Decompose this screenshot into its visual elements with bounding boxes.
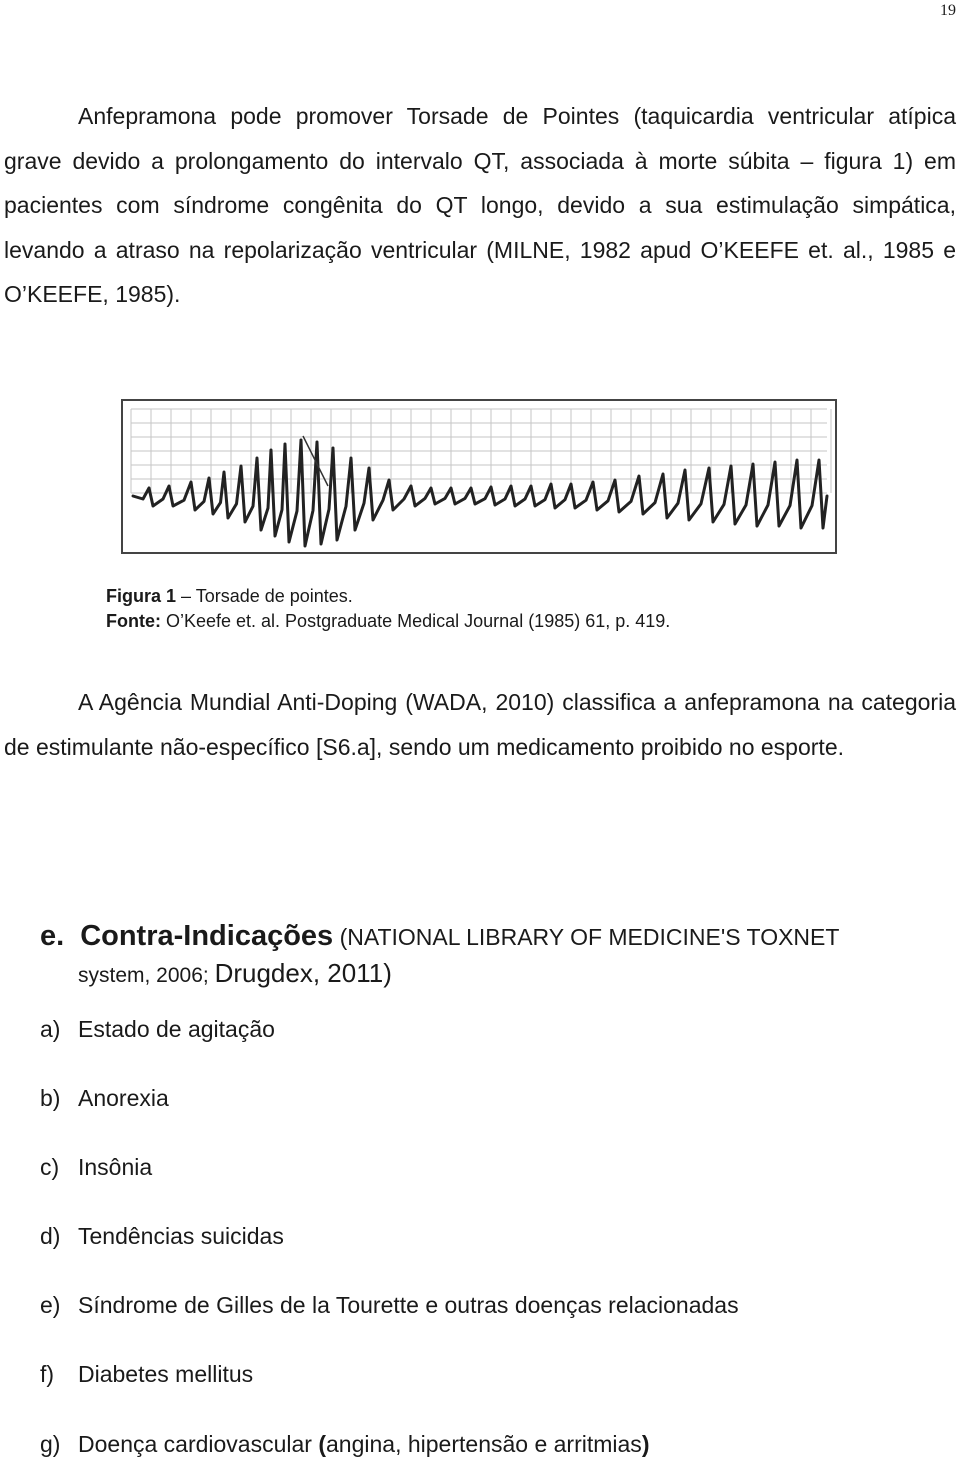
list-text: Estado de agitação	[78, 1016, 275, 1042]
paragraph-torsade: Anfepramona pode promover Torsade de Pointes (taquicardia ventricular atípica grave devido a prolongamento do intervalo QT, associada à morte súbita – figura 1) em pacientes com síndrome congênita do QT longo, devido a sua estimulação simpática, levando a atraso na repolarização ventricular (MILNE, 1982 apud O’KEEFE et. al., 1985 e O’KEEFE, 1985).	[4, 103, 956, 307]
list-item	[40, 1429, 649, 1459]
list-text: Tendências suicidas	[78, 1223, 284, 1249]
ecg-trace-image	[123, 401, 835, 552]
figure-source-text: O’Keefe et. al. Postgraduate Medical Journal (1985) 61, p. 419.	[160, 611, 671, 631]
list-item	[40, 1359, 253, 1389]
list-marker: e)	[40, 1292, 61, 1318]
list-item	[40, 1221, 284, 1251]
list-marker: d)	[40, 1223, 61, 1249]
list-paren-close: )	[641, 1431, 650, 1457]
section-ref-part2: system, 2006;	[78, 964, 215, 987]
list-item	[40, 1014, 275, 1044]
section-ref-part1: (NATIONAL LIBRARY OF MEDICINE'S TOXNET	[333, 924, 840, 950]
list-marker: c)	[40, 1154, 60, 1180]
ecg-figure	[121, 399, 837, 554]
list-marker: b)	[40, 1085, 61, 1111]
list-text: Síndrome de Gilles de la Tourette e outras doenças relacionadas	[78, 1292, 739, 1318]
list-marker: f)	[40, 1361, 55, 1387]
paragraph-wada: A Agência Mundial Anti-Doping (WADA, 2010) classifica a anfepramona na categoria de estimulante não-específico [S6.a], sendo um medicamento proibido no esporte.	[4, 689, 956, 760]
list-text-inner: angina, hipertensão e arritmias	[326, 1431, 642, 1457]
figure-caption	[106, 584, 353, 608]
list-text: Doença cardiovascular	[78, 1431, 319, 1457]
figure-label: Figura 1	[106, 586, 177, 606]
page-number: 19	[940, 2, 956, 19]
section-title: Contra-Indicações	[80, 920, 334, 952]
figure-source-label: Fonte:	[106, 611, 161, 631]
list-item	[40, 1290, 739, 1320]
list-text: Insônia	[78, 1154, 153, 1180]
section-heading-line2	[78, 955, 392, 994]
section-letter: e.	[40, 920, 65, 952]
list-item	[40, 1152, 152, 1182]
section-heading	[40, 918, 940, 956]
list-paren-open: (	[318, 1431, 327, 1457]
figure-source	[106, 609, 670, 633]
list-text: Anorexia	[78, 1085, 169, 1111]
list-marker: a)	[40, 1016, 61, 1042]
list-item	[40, 1083, 169, 1113]
list-text: Diabetes mellitus	[78, 1361, 254, 1387]
section-ref-part3: Drugdex, 2011)	[214, 958, 392, 988]
list-marker: g)	[40, 1431, 61, 1457]
figure-title: – Torsade de pointes.	[176, 586, 353, 606]
